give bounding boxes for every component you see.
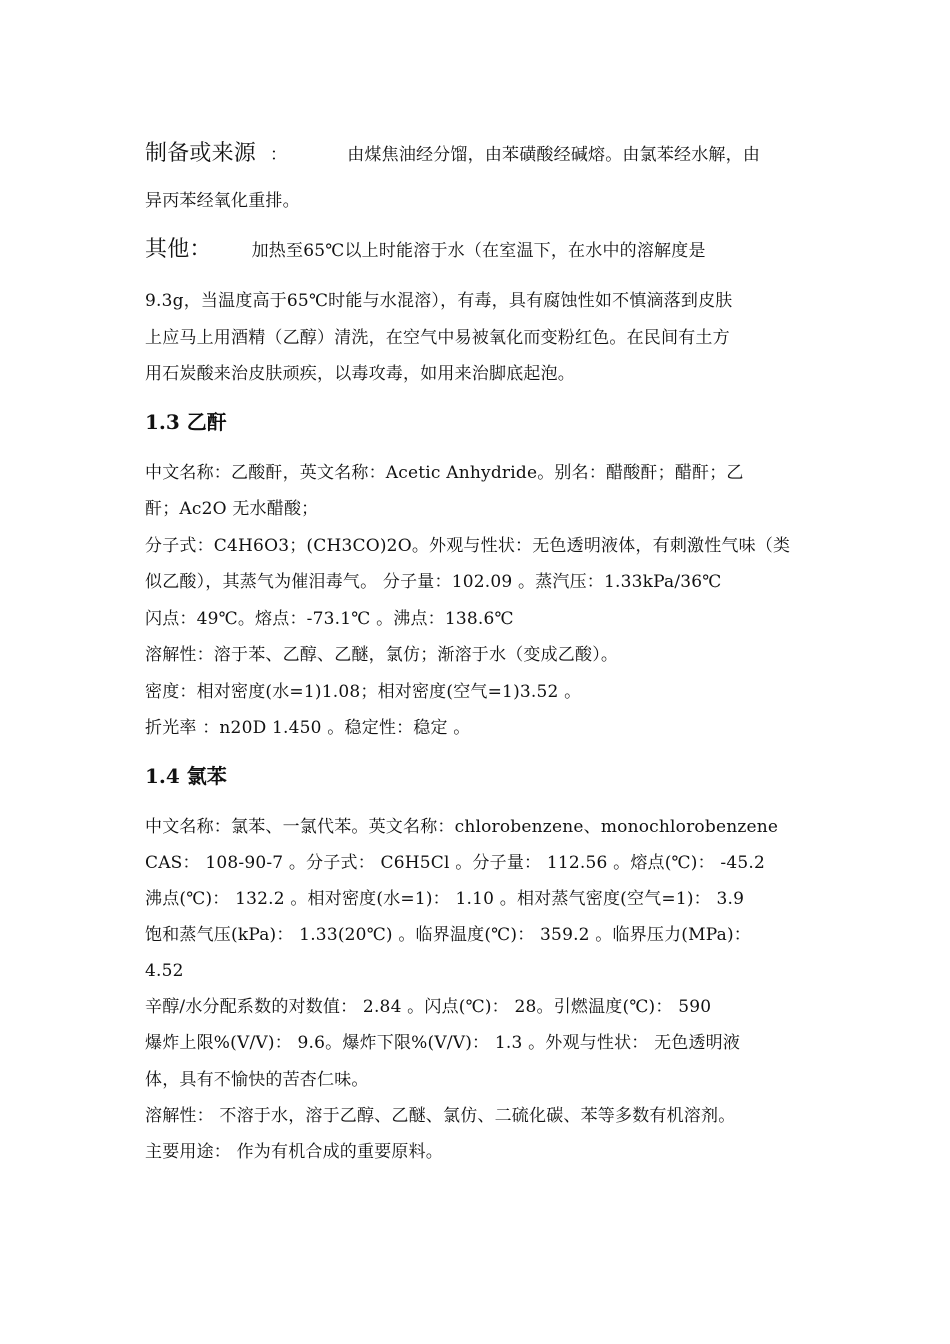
section-1-3-line-4: 似乙酸），其蒸气为催泪毒气。 分子量：102.09 。蒸汽压：1.33kPa/36℃ <box>145 572 722 592</box>
section-1-3-line-7: 密度：相对密度(水=1)1.08；相对密度(空气=1)3.52 。 <box>145 682 582 702</box>
other-line-4: 用石炭酸来治皮肤顽疾，以毒攻毒，如用来治脚底起泡。 <box>145 364 575 384</box>
section-1-3-heading: 1.3 乙酐 <box>145 410 227 434</box>
section-1-4-line-3: 沸点(℃)： 132.2 。相对密度(水=1)： 1.10 。相对蒸气密度(空气=1)： 3.9 <box>145 889 745 909</box>
section-1-4-line-2: CAS： 108-90-7 。分子式： C6H5Cl 。分子量： 112.56 。熔点(℃)： -45.2 <box>145 853 766 873</box>
section-1-3-line-5: 闪点：49℃。熔点：-73.1℃ 。沸点：138.6℃ <box>145 609 514 629</box>
section-1-4-line-5: 4.52 <box>145 961 184 981</box>
section-1-4-line-6: 辛醇/水分配系数的对数值： 2.84 。闪点(℃)： 28。引燃温度(℃)： 590 <box>145 997 712 1017</box>
prep-line-1 <box>145 140 810 169</box>
section-1-4-line-7: 爆炸上限%(V/V)： 9.6。爆炸下限%(V/V)： 1.3 。外观与性状： 无色透明液 <box>145 1033 741 1053</box>
section-1-3-line-8: 折光率 ：n20D 1.450 。稳定性：稳定 。 <box>145 718 471 738</box>
prep-separator: ： <box>270 145 288 165</box>
section-1-3-line-3: 分子式：C4H6O3；(CH3CO)2O。外观与性状：无色透明液体，有刺激性气味（类 <box>145 536 791 556</box>
section-1-4-line-9: 溶解性： 不溶于水，溶于乙醇、乙醚、氯仿、二硫化碳、苯等多数有机溶剂。 <box>145 1106 736 1126</box>
section-1-4-line-8: 体，具有不愉快的苦杏仁味。 <box>145 1070 369 1090</box>
section-1-3-line-6: 溶解性：溶于苯、乙醇、乙醚，氯仿；渐溶于水（变成乙酸）。 <box>145 645 619 665</box>
section-1-4-heading: 1.4 氯苯 <box>145 764 227 788</box>
section-1-4-line-10: 主要用途： 作为有机合成的重要原料。 <box>145 1142 444 1162</box>
other-label: 其他： <box>145 237 212 262</box>
section-1-3-line-1: 中文名称：乙酸酐，英文名称：Acetic Anhydride。别名：醋酸酐；醋酐；乙 <box>145 463 744 483</box>
other-text-1: 加热至65℃以上时能溶于水（在室温下，在水中的溶解度是 <box>251 241 706 261</box>
prep-text-1: 由煤焦油经分馏，由苯磺酸经碱熔。由氯苯经水解，由 <box>347 145 761 165</box>
section-1-3-line-2: 酐；Ac2O 无水醋酸； <box>145 499 319 519</box>
other-line-1 <box>145 236 810 265</box>
other-line-3: 上应马上用酒精（乙醇）清洗，在空气中易被氧化而变粉红色。在民间有土方 <box>145 328 730 348</box>
other-line-2: 9.3g，当温度高于65℃时能与水混溶），有毒，具有腐蚀性如不慎滴落到皮肤 <box>145 291 733 311</box>
section-1-4-line-1: 中文名称：氯苯、一氯代苯。英文名称：chlorobenzene、monochlorobenzene <box>145 817 779 837</box>
prep-line-2: 异丙苯经氧化重排。 <box>145 191 300 211</box>
section-1-4-line-4: 饱和蒸气压(kPa)： 1.33(20℃) 。临界温度(℃)： 359.2 。临界压力(MPa)： <box>145 925 751 945</box>
prep-label: 制备或来源 <box>145 141 257 166</box>
